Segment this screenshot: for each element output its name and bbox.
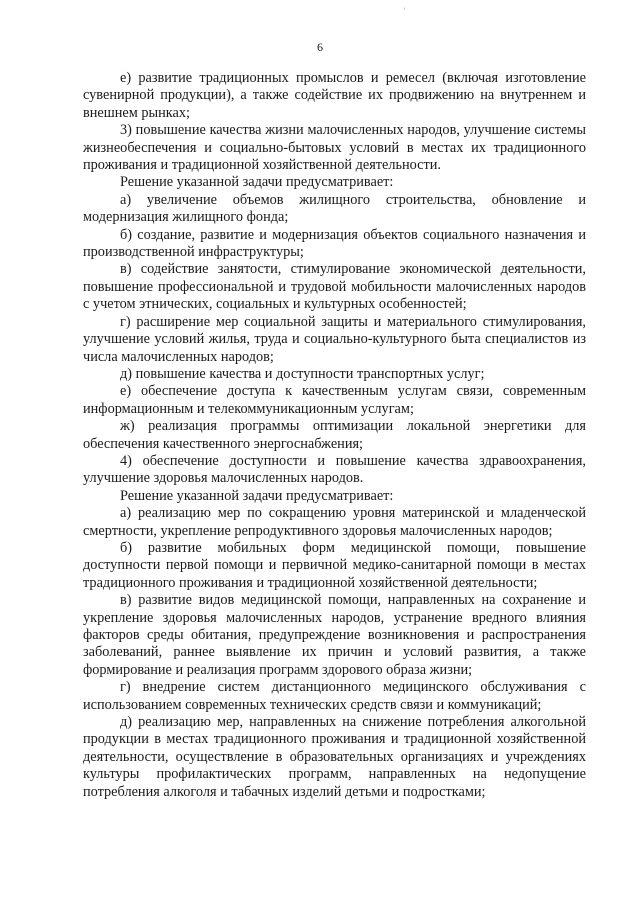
paragraph: 3) повышение качества жизни малочисленных народов, улучшение системы жизнеобеспечения и социально-бытовых условий в местах их традиционного проживания и традиционной хозяйственной деятельности. xyxy=(83,122,586,174)
paragraph: г) внедрение систем дистанционного медицинского обслуживания с использованием современных технических средств связи и коммуникаций; xyxy=(83,679,586,713)
paragraph: г) расширение мер социальной защиты и материального стимулирования, улучшение условий жилья, труда и социально-культурного быта специалистов из числа малочисленных народов; xyxy=(83,313,586,365)
paragraph: а) реализацию мер по сокращению уровня материнской и младенческой смертности, укрепление репродуктивного здоровья малочисленных народов; xyxy=(83,505,586,539)
paragraph: ж) реализация программы оптимизации локальной энергетики для обеспечения качественного энергоснабжения; xyxy=(83,418,586,452)
paragraph: а) увеличение объемов жилищного строительства, обновление и модернизация жилищного фонда; xyxy=(83,191,586,226)
paragraph: в) развитие видов медицинской помощи, направленных на сохранение и укрепление здоровья малочисленных народов, устранение вредного влияния факторов среды обитания, предупреждение возникновения и распространения заболеваний, раннее выявление их причин и условий развития, а также формирование и реализация программ здорового образа жизни; xyxy=(83,592,586,678)
scan-mark: ' xyxy=(404,6,406,15)
paragraph: е) обеспечение доступа к качественным услугам связи, современным информационным и телекоммуникационным услугам; xyxy=(83,383,586,417)
document-body xyxy=(83,70,586,801)
paragraph: д) повышение качества и доступности транспортных услуг; xyxy=(120,365,485,382)
paragraph: д) реализацию мер, направленных на снижение потребления алкогольной продукции в местах традиционного проживания и традиционной хозяйственной деятельности, осуществление в образовательных организациях и учреждениях культуры профилактических программ, направленных на недопущение потребления алкоголя и табачных изделий детьми и подростками; xyxy=(83,714,586,800)
page-number: 6 xyxy=(317,40,323,54)
paragraph: в) содействие занятости, стимулирование экономической деятельности, повышение профессиональной и трудовой мобильности малочисленных народов с учетом этнических, социальных и культурных особенностей; xyxy=(83,261,586,313)
paragraph: б) создание, развитие и модернизация объектов социального назначения и производственной инфраструктуры; xyxy=(83,226,586,261)
paragraph: е) развитие традиционных промыслов и ремесел (включая изготовление сувенирной продукции), а также содействие их продвижению на внутреннем и внешнем рынках; xyxy=(83,70,586,121)
paragraph: Решение указанной задачи предусматривает: xyxy=(120,174,394,191)
paragraph: Решение указанной задачи предусматривает: xyxy=(120,487,394,504)
paragraph: б) развитие мобильных форм медицинской помощи, повышение доступности первой помощи и первичной медико-санитарной помощи в местах традиционного проживания и традиционной хозяйственной деятельности; xyxy=(83,539,586,591)
paragraph: 4) обеспечение доступности и повышение качества здравоохранения, улучшение здоровья малочисленных народов. xyxy=(83,452,586,487)
